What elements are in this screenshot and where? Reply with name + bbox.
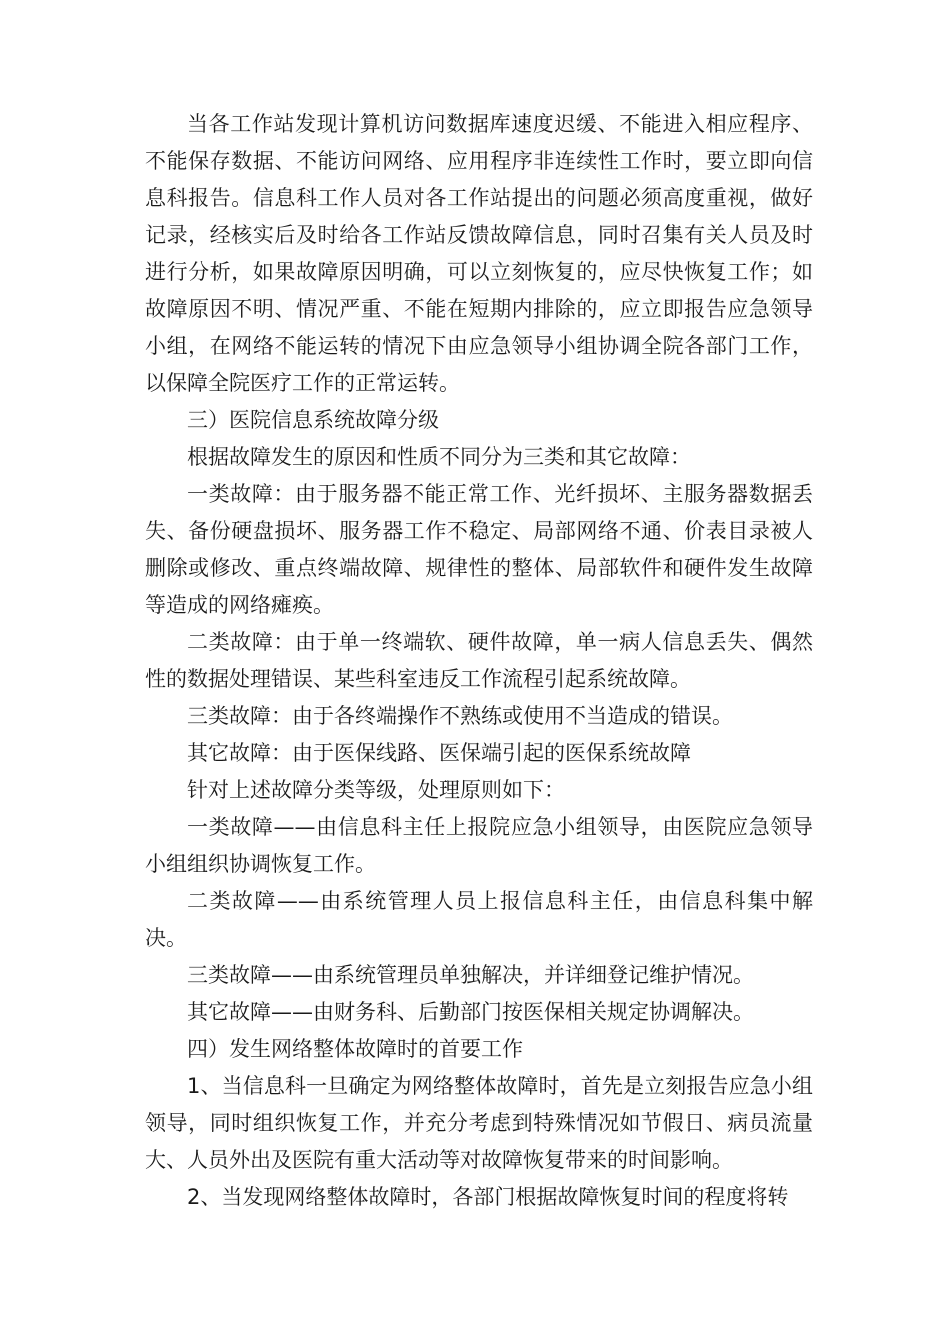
heading-network-failure: 四）发生网络整体故障时的首要工作 <box>187 1037 523 1061</box>
paragraph-class-one-fault: 一类故障：由于服务器不能正常工作、光纤损坏、主服务器数据丢失、备份硬盘损坏、服务器工作不稳定、局部网络不通、价表目录被人删除或修改、重点终端故障、规律性的整体、局部软件和硬件发生故障等造成的网络瘫痪。 <box>145 482 813 617</box>
paragraph-class-three-fault: 三类故障：由于各终端操作不熟练或使用不当造成的错误。 <box>187 704 733 728</box>
paragraph-handling-principles: 针对上述故障分类等级，处理原则如下： <box>187 778 565 802</box>
paragraph-class-two-handling: 二类故障——由系统管理人员上报信息科主任，由信息科集中解决。 <box>145 889 813 950</box>
document-body <box>145 106 813 1216</box>
paragraph-classification-intro: 根据故障发生的原因和性质不同分为三类和其它故障： <box>187 445 691 469</box>
paragraph-network-step-one: 1、当信息科一旦确定为网络整体故障时，首先是立刻报告应急小组领导，同时组织恢复工作，并充分考虑到特殊情况如节假日、病员流量大、人员外出及医院有重大活动等对故障恢复带来的时间影响。 <box>145 1074 813 1172</box>
paragraph-fault-reporting: 当各工作站发现计算机访问数据库速度迟缓、不能进入相应程序、不能保存数据、不能访问网络、应用程序非连续性工作时，要立即向信息科报告。信息科工作人员对各工作站提出的问题必须高度重视，做好记录，经核实后及时给各工作站反馈故障信息，同时召集有关人员及时进行分析，如果故障原因明确，可以立刻恢复的，应尽快恢复工作；如故障原因不明、情况严重、不能在短期内排除的，应立即报告应急领导小组，在网络不能运转的情况下由应急领导小组协调全院各部门工作，以保障全院医疗工作的正常运转。 <box>145 112 813 395</box>
paragraph-network-step-two: 2、当发现网络整体故障时，各部门根据故障恢复时间的程度将转 <box>187 1185 789 1209</box>
paragraph-class-two-fault: 二类故障：由于单一终端软、硬件故障，单一病人信息丢失、偶然性的数据处理错误、某些科室违反工作流程引起系统故障。 <box>145 630 813 691</box>
paragraph-class-three-handling: 三类故障——由系统管理员单独解决，并详细登记维护情况。 <box>187 963 754 987</box>
paragraph-class-one-handling: 一类故障——由信息科主任上报院应急小组领导，由医院应急领导小组组织协调恢复工作。 <box>145 815 813 876</box>
paragraph-other-handling: 其它故障——由财务科、后勤部门按医保相关规定协调解决。 <box>187 1000 754 1024</box>
paragraph-other-fault: 其它故障：由于医保线路、医保端引起的医保系统故障 <box>187 741 691 765</box>
heading-fault-classification: 三）医院信息系统故障分级 <box>187 408 439 432</box>
